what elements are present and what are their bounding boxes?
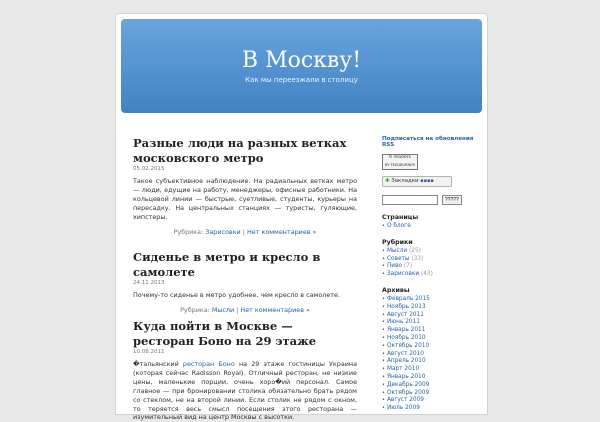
post-body-text: на 29 этаже гостиницы Украина (которая сейчас Radisson Royal). Отличный ресторан, не низкие цены, маленькие порции, очень хоро�ий персонал. Самое главное — при бронировании столика обязательно брать рядом со стеклом, не на второй линии. Если столик не рядом с окном, то теряется весь смысл посещения этого ресторана — изумительный вид на центр Москвы с высотки. bbox=[133, 360, 358, 422]
blog-header bbox=[121, 19, 482, 113]
rubric-label: Рубрика: bbox=[173, 227, 204, 236]
list-item bbox=[382, 382, 482, 390]
list-item bbox=[382, 351, 482, 359]
archive-link[interactable]: Октябрь 2009 bbox=[386, 389, 430, 396]
archive-link[interactable]: Август 2010 bbox=[386, 350, 424, 357]
bullet-icon: • bbox=[382, 311, 385, 318]
bullet-icon: • bbox=[382, 334, 385, 341]
bullet-icon: • bbox=[382, 255, 385, 262]
counter-value: 6 bbox=[389, 155, 392, 160]
archives-list bbox=[382, 296, 482, 413]
bullet-icon: • bbox=[382, 381, 385, 388]
bullet-icon: • bbox=[382, 247, 385, 254]
counter-source: BY FEEDBURNER bbox=[384, 162, 416, 167]
rubrics-list bbox=[382, 248, 482, 279]
bullet-icon: • bbox=[382, 263, 385, 270]
plus-icon: ✚ bbox=[385, 178, 390, 184]
rss-subscribe-link[interactable]: Подписаться на обновления RSS bbox=[382, 136, 474, 148]
list-item bbox=[382, 390, 482, 398]
sidebar bbox=[382, 136, 482, 413]
meta-separator: | bbox=[236, 305, 239, 314]
rubrics-heading: Рубрики bbox=[382, 238, 413, 246]
bullet-icon: • bbox=[382, 319, 385, 326]
list-item bbox=[382, 296, 482, 304]
post bbox=[133, 136, 357, 236]
search-form bbox=[382, 195, 482, 206]
post bbox=[133, 319, 357, 422]
list-item bbox=[382, 374, 482, 382]
rubric-label: Рубрика: bbox=[180, 305, 210, 314]
post-date: 10.08.2011 bbox=[133, 349, 165, 355]
archive-link[interactable]: Январь 2011 bbox=[386, 327, 426, 334]
archives-heading: Архивы bbox=[382, 286, 410, 294]
social-icons: ▪▪▪▪ bbox=[420, 178, 434, 184]
comments-link[interactable]: Нет комментариев » bbox=[246, 227, 317, 236]
rubric-link[interactable]: Пиво bbox=[386, 263, 403, 270]
list-item bbox=[382, 366, 482, 374]
search-input[interactable] bbox=[382, 195, 438, 205]
category-link[interactable]: Зарисовки bbox=[205, 227, 241, 236]
post-title-link[interactable]: Сиденье в метро и кресло в самолете bbox=[133, 250, 321, 279]
bullet-icon: • bbox=[382, 373, 385, 380]
list-item bbox=[382, 327, 482, 335]
page-link[interactable]: О блоге bbox=[386, 223, 411, 229]
archive-link[interactable]: Ноябрь 2013 bbox=[386, 303, 426, 310]
blog-description: Как мы переезжали в столицу bbox=[245, 76, 358, 84]
archive-link[interactable]: Июль 2009 bbox=[386, 405, 420, 412]
list-item bbox=[382, 358, 482, 366]
list-item bbox=[382, 397, 482, 405]
list-item bbox=[382, 335, 482, 343]
post-title-link[interactable]: Разные люди на разных ветках московского метро bbox=[133, 136, 347, 165]
list-item bbox=[382, 271, 482, 279]
bullet-icon: • bbox=[382, 342, 385, 349]
bookmark-label: Закладки bbox=[391, 178, 419, 184]
category-link[interactable]: Мысли bbox=[211, 305, 235, 314]
restaurant-link[interactable]: ресторан Боно bbox=[182, 360, 235, 368]
archive-link[interactable]: Февраль 2015 bbox=[386, 295, 430, 302]
comments-link[interactable]: Нет комментариев » bbox=[240, 305, 310, 314]
archive-link[interactable]: Июнь 2011 bbox=[386, 319, 420, 326]
bullet-icon: • bbox=[382, 350, 385, 357]
counter-unit: readers bbox=[393, 155, 411, 160]
list-item bbox=[382, 263, 482, 271]
post-body bbox=[133, 360, 357, 422]
archive-link[interactable]: Ноябрь 2010 bbox=[386, 334, 426, 341]
archive-link[interactable]: Март 2010 bbox=[386, 366, 420, 373]
bullet-icon: • bbox=[382, 405, 385, 412]
archive-link[interactable]: Октябрь 2010 bbox=[386, 342, 430, 349]
rubric-link[interactable]: Советы bbox=[386, 255, 410, 262]
list-item bbox=[382, 319, 482, 327]
pages-heading: Страницы bbox=[382, 214, 419, 221]
bookmark-button[interactable] bbox=[382, 176, 452, 187]
bullet-icon: • bbox=[382, 223, 385, 229]
rubric-link[interactable]: Мысли bbox=[386, 247, 408, 254]
post-body: Такое субъективное наблюдение. На радиальных ветках метро — люди, едущие на работу, менеджеры, офисные работники. На кольцевой линии — быстрые, суетливые, студенты, курьеры на пересадку. На центральных станциях — туристы, гуляющие, хипстеры. bbox=[133, 177, 357, 221]
post-date: 05.02.2015 bbox=[133, 166, 165, 172]
list-item bbox=[382, 343, 482, 351]
rubric-count: (7) bbox=[403, 263, 413, 270]
archive-link[interactable]: Апрель 2010 bbox=[386, 358, 426, 365]
archive-link[interactable]: Декабрь 2009 bbox=[386, 381, 430, 388]
search-button[interactable]: ????? bbox=[442, 195, 462, 205]
list-item bbox=[382, 223, 482, 231]
bullet-icon: • bbox=[382, 366, 385, 373]
post-meta bbox=[133, 228, 357, 236]
feedburner-counter[interactable] bbox=[382, 154, 418, 170]
bullet-icon: • bbox=[382, 327, 385, 334]
post-date: 24.11.2013 bbox=[133, 280, 165, 286]
rubric-count: (43) bbox=[420, 271, 433, 278]
meta-separator: | bbox=[242, 227, 245, 236]
archive-link[interactable]: Август 2011 bbox=[386, 311, 424, 318]
list-item bbox=[382, 312, 482, 320]
page-container bbox=[115, 13, 488, 422]
post bbox=[133, 250, 357, 314]
rubric-link[interactable]: Зарисовки bbox=[386, 271, 420, 278]
rubric-count: (33) bbox=[411, 255, 424, 262]
list-item bbox=[382, 256, 482, 264]
rubric-count: (25) bbox=[409, 247, 421, 254]
bullet-icon: • bbox=[382, 295, 385, 302]
post-body: Почему-то сиденье в метро удобнее, чем кресло в самолете. bbox=[133, 291, 340, 299]
bullet-icon: • bbox=[382, 271, 385, 278]
pages-list bbox=[382, 223, 482, 231]
post-body-text: �тальянский bbox=[133, 360, 179, 368]
list-item bbox=[382, 248, 482, 256]
post-meta bbox=[133, 306, 357, 314]
post-title-link[interactable]: Куда пойти в Москве — ресторан Боно на 29 этаже bbox=[133, 319, 317, 348]
archive-link[interactable]: Январь 2010 bbox=[386, 373, 426, 380]
list-item bbox=[382, 304, 482, 312]
bullet-icon: • bbox=[382, 358, 385, 365]
bullet-icon: • bbox=[382, 303, 385, 310]
blog-title-link[interactable]: В Москву! bbox=[241, 48, 362, 73]
list-item bbox=[382, 405, 482, 413]
bullet-icon: • bbox=[382, 397, 385, 404]
archive-link[interactable]: Август 2009 bbox=[386, 397, 424, 404]
bullet-icon: • bbox=[382, 389, 385, 396]
